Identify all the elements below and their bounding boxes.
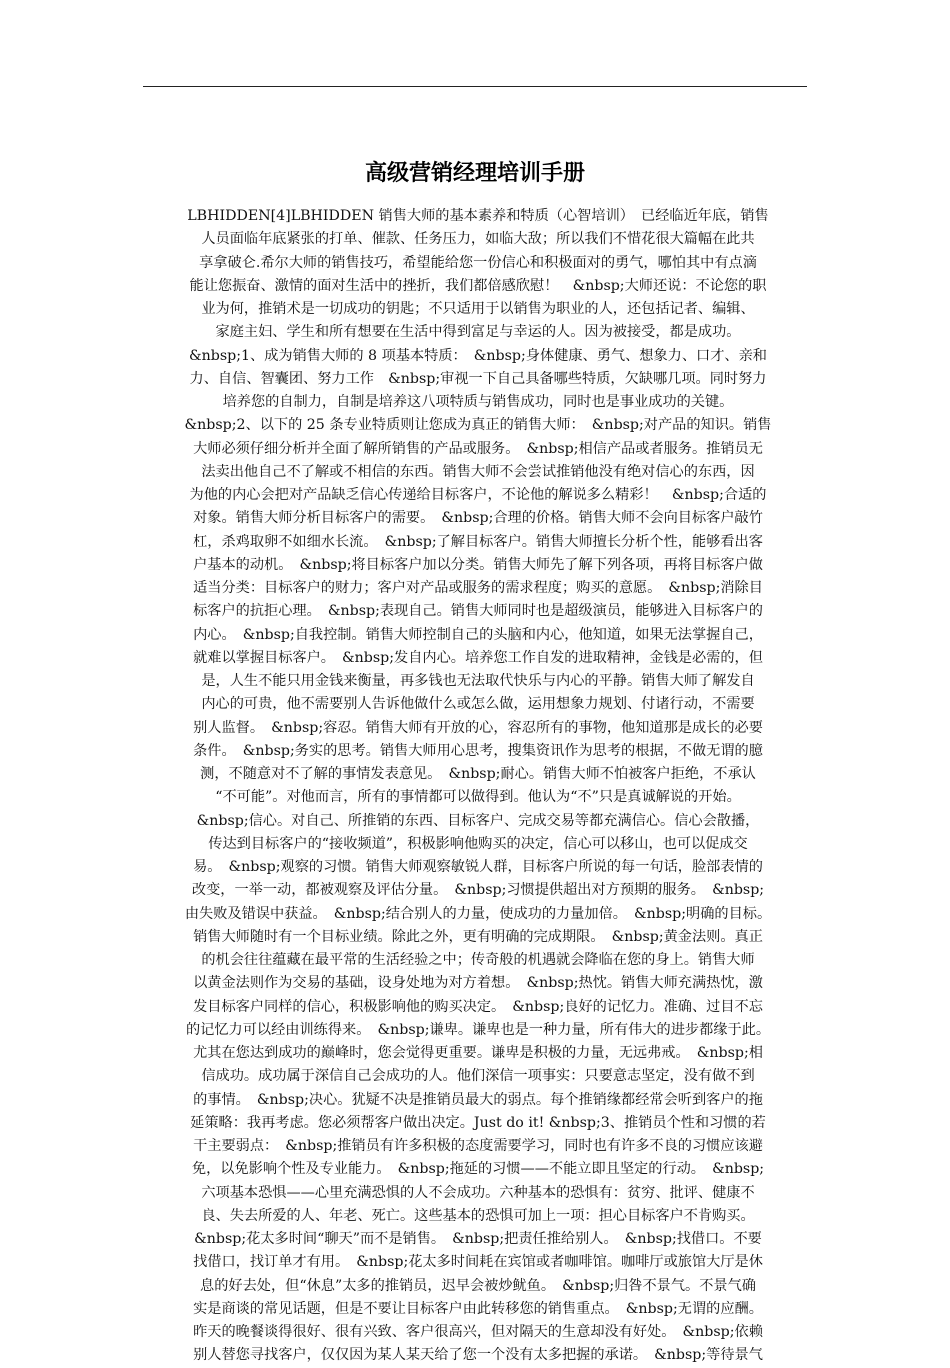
body-line: &nbsp;信心。对自己、所推销的东西、目标客户、完成交易等都充满信心。信心会散播， (196, 812, 760, 829)
body-line: 业为何，推销术是一切成功的钥匙；不只适用于以销售为职业的人，还包括记者、编辑、 (201, 301, 755, 317)
body-line: LBHIDDEN[4]LBHIDDEN 销售大师的基本素养和特质（心智培训） 已经临近年底，销售 (187, 208, 769, 224)
body-line: 能让您振奋、激情的面对生活中的挫折，我们都倍感欣慰！ &nbsp;大师还说：不论您的职 (189, 277, 767, 294)
body-line: 力、自信、智囊团、努力工作 &nbsp;审视一下自己具备哪些特质，欠缺哪几项。同时努力 (189, 370, 767, 387)
body-line: 对象。销售大师分析目标客户的需要。 &nbsp;合理的价格。销售大师不会向目标客户敲竹 (193, 510, 763, 527)
body-line: 内心。 &nbsp;自我控制。销售大师控制自己的头脑和内心，他知道，如果无法掌握自己， (193, 626, 763, 643)
body-line: 杠，杀鸡取卵不如细水长流。 &nbsp;了解目标客户。销售大师擅长分析个性，能够看出客 (193, 533, 763, 550)
body-line: 就难以掌握目标客户。 &nbsp;发自内心。培养您工作自发的进取精神，金钱是必需的，但 (193, 649, 763, 666)
body-line: 以黄金法则作为交易的基础，设身处地为对方着想。 &nbsp;热忱。销售大师充满热忱，激 (193, 975, 763, 992)
body-line: &nbsp;花太多时间“聊天”而不是销售。 &nbsp;把责任推给别人。 &nbsp;找借口。不要 (194, 1231, 762, 1247)
body-line: 改变，一举一动，都被观察及评估分量。 &nbsp;习惯提供超出对方预期的服务。 &nbsp; (191, 882, 765, 899)
body-line: 户基本的动机。 &nbsp;将目标客户加以分类。销售大师先了解下列各项，再将目标客户做 (193, 556, 763, 573)
body-line: 别人替您寻找客户，仅仅因为某人某天给了您一个没有太多把握的承诺。 &nbsp;等待景气 (193, 1347, 763, 1364)
body-line: 内心的可贵，他不需要别人告诉他做什么或怎么做，运用想象力规划、付诸行动，不需要 (201, 696, 755, 713)
body-line: 延策略：我再考虑。您必须帮客户做出决定。Just do it! &nbsp;3、推销员个性和习惯的若 (190, 1114, 766, 1131)
body-line: 标客户的抗拒心理。 &nbsp;表现自己。销售大师同时也是超级演员，能够进入目标客户的 (193, 603, 763, 620)
body-line: 法卖出他自己不了解或不相信的东西。销售大师不会尝试推销他没有绝对信心的东西，因 (201, 463, 755, 480)
body-line: 免，以免影响个性及专业能力。 &nbsp;拖延的习惯——不能立即且坚定的行动。 &nbsp; (191, 1161, 765, 1178)
body-line: 良、失去所爱的人、年老、死亡。这些基本的恐惧可加上一项：担心目标客户不肯购买。 (201, 1207, 755, 1224)
body-line: 的记忆力可以经由训练得来。 &nbsp;谦卑。谦卑也是一种力量，所有伟大的进步都缘于此。 (185, 1021, 771, 1038)
document-title: 高级营销经理培训手册 (364, 160, 585, 186)
body-line: 信成功。成功属于深信自己会成功的人。他们深信一项事实：只要意志坚定，没有做不到 (201, 1068, 755, 1085)
body-line: 测，不随意对不了解的事情发表意见。 &nbsp;耐心。销售大师不怕被客户拒绝，不承认 (200, 766, 756, 782)
body-line: 享拿破仑.希尔大师的销售技巧，希望能给您一份信心和积极面对的勇气，哪怕其中有点滴 (199, 254, 757, 271)
body-line: 息的好去处，但“休息”太多的推销员，迟早会被炒鱿鱼。 &nbsp;归咎不景气。不景气确 (200, 1277, 756, 1294)
body-line: 人员面临年底紧张的打单、催款、任务压力，如临大敌；所以我们不惜花很大篇幅在此共 (201, 231, 755, 248)
body-line: 找借口，找订单才有用。 &nbsp;花太多时间耗在宾馆或者咖啡馆。咖啡厅或旅馆大厅是休 (193, 1254, 763, 1271)
body-line: 尤其在您达到成功的巅峰时，您会觉得更重要。谦卑是积极的力量，无远弗戒。 &nbsp;相 (193, 1045, 763, 1061)
body-line: &nbsp;2、以下的 25 条专业特质则让您成为真正的销售大师： &nbsp;对产品的知识。销售 (184, 417, 772, 434)
body-line: 适当分类：目标客户的财力；客户对产品或服务的需求程度；购买的意愿。 &nbsp;消除目 (193, 580, 763, 596)
body-line: 为他的内心会把对产品缺乏信心传递给目标客户，不论他的解说多么精彩！ &nbsp;合适的 (189, 487, 767, 503)
body-line: 别人监督。 &nbsp;容忍。销售大师有开放的心，容忍所有的事物，他知道那是成长的必要 (193, 719, 763, 736)
body-line: 易。 &nbsp;观察的习惯。销售大师观察敏锐人群，目标客户所说的每一句话，脸部表情的 (193, 859, 763, 875)
body-line: 实是商谈的常见话题，但是不要让目标客户由此转移您的销售重点。 &nbsp;无谓的应酬。 (193, 1300, 763, 1317)
body-line: 由失败及错误中获益。 &nbsp;结合别人的力量，使成功的力量加倍。 &nbsp;明确的目标。 (184, 905, 772, 922)
body-line: 发目标客户同样的信心，积极影响他的购买决定。 &nbsp;良好的记忆力。准确、过目不忘 (193, 998, 763, 1015)
body-line: 是，人生不能只用金钱来衡量，再多钱也无法取代快乐与内心的平静。销售大师了解发自 (201, 673, 755, 689)
document-body (143, 205, 813, 1368)
body-line: 干主要弱点： &nbsp;推销员有许多积极的态度需要学习，同时也有许多不良的习惯应该避 (193, 1138, 763, 1154)
body-line: 大师必须仔细分析并全面了解所销售的产品或服务。 &nbsp;相信产品或者服务。推销员无 (193, 440, 763, 457)
body-line: 培养您的自制力，自制是培养这八项特质与销售成功，同时也是事业成功的关键。 (222, 394, 734, 410)
body-line: 销售大师随时有一个目标业绩。除此之外，更有明确的完成期限。 &nbsp;黄金法则。真正 (193, 928, 763, 945)
body-line: 家庭主妇、学生和所有想要在生活中得到富足与幸运的人。因为被接受，都是成功。 (215, 324, 741, 341)
body-line: 条件。 &nbsp;务实的思考。销售大师用心思考，搜集资讯作为思考的根据，不做无谓的臆 (193, 742, 763, 759)
header-rule (143, 86, 807, 87)
body-line: &nbsp;1、成为销售大师的 8 项基本特质： &nbsp;身体健康、勇气、想象力、口才、亲和 (189, 347, 767, 364)
body-line: 的机会往往蕴藏在最平常的生活经验之中；传奇般的机遇就会降临在您的身上。销售大师 (201, 952, 755, 968)
body-line: 昨天的晚餐谈得很好、很有兴致、客户很高兴，但对隔天的生意却没有好处。 &nbsp;依赖 (193, 1324, 763, 1340)
body-line: 的事情。 &nbsp;决心。犹疑不决是推销员最大的弱点。每个推销缘都经常会听到客户的拖 (193, 1091, 763, 1108)
body-line: “不可能”。对他而言，所有的事情都可以做得到。他认为“不”只是真诚解说的开始。 (215, 789, 741, 806)
body-line: 六项基本恐惧——心里充满恐惧的人不会成功。六种基本的恐惧有：贫穷、批评、健康不 (201, 1184, 755, 1201)
body-line: 传达到目标客户的“接收频道”，积极影响他购买的决定，信心可以移山，也可以促成交 (208, 835, 748, 852)
